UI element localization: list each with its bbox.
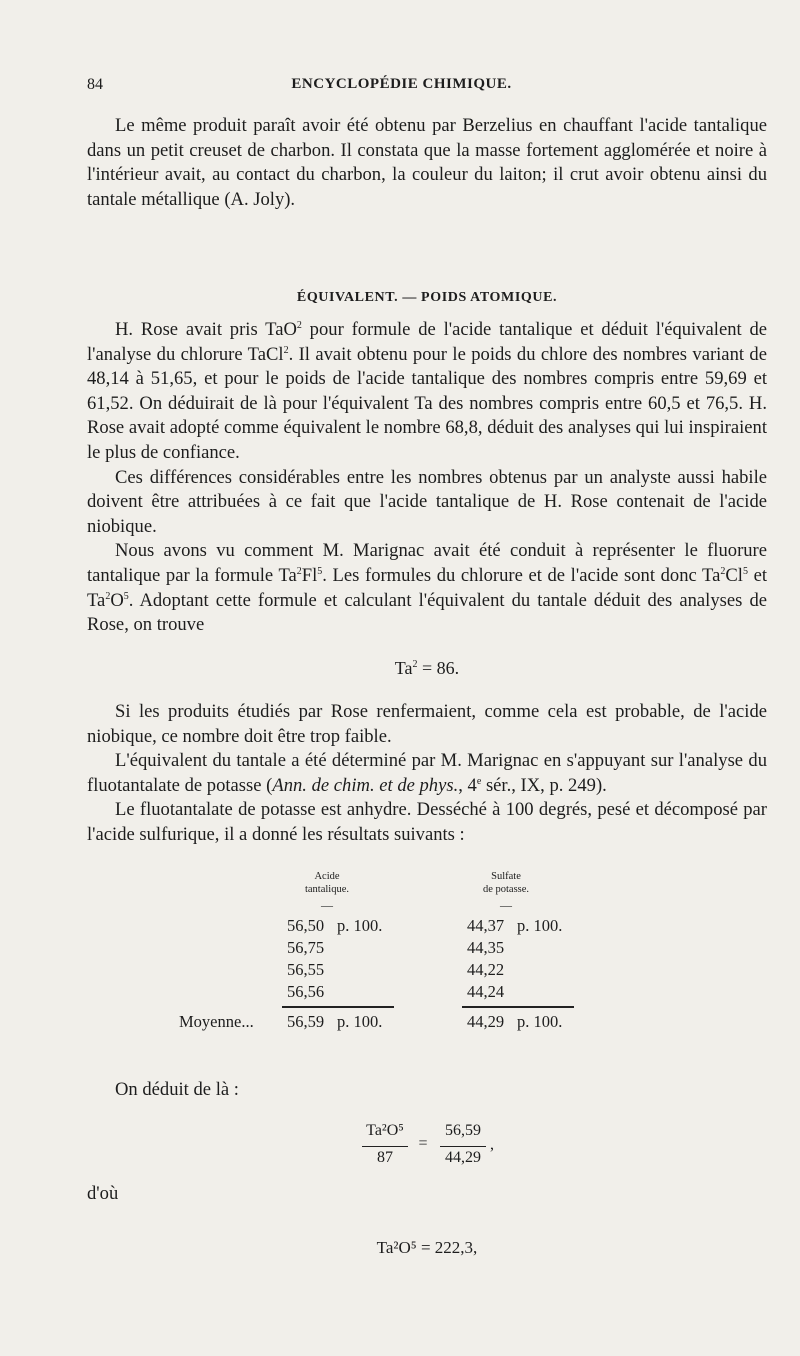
fraction-equals: = [418,1135,428,1152]
mean-acid: 56,59 [287,1012,325,1031]
sum-rule [462,1006,574,1008]
fraction-right-denominator: 44,29 [445,1149,481,1166]
table-cell: p. 100. [517,916,563,935]
table-cell: 56,75 [287,938,325,957]
table-cell: 44,24 [467,982,505,1001]
col-header-acide: Acide tantalique. [304,871,350,895]
on-deduit-line [87,1078,767,1103]
table-cell: 56,50 [287,916,325,935]
table-cell: p. 100. [337,916,383,935]
table-cell: 44,37 [467,916,505,935]
mean-sulfate: 44,29 [467,1012,505,1031]
paragraph-niobique: Si les produits étudiés par Rose renfermaient, comme cela est probable, de l'acide niobique, ce nombre doit être trop faible. [87,701,767,747]
intro-paragraph-text: Le même produit paraît avoir été obtenu par Berzelius en chauffant l'acide tantalique dans un petit creuset de charbon. Il constata que la masse fortement agglomérée et noire à l'intérieur avait, au contact du charbon, la couleur du laiton; il crut avoir obtenu ainsi du tantale métallique (A. Joly). [87,115,767,210]
paragraph-equivalent: L'équivalent du tantale a été déterminé par M. Marignac en s'appuyant sur l'analyse du fluotantalate de potasse (Ann. de chim. et de phys., 4e sér., IX, p. 249). [87,750,767,796]
paragraph-fluotantalate: Le fluotantalate de potasse est anhydre. Desséché à 100 degrés, pesé et décomposé par l'acide sulfurique, il a donné les résultats suivants : [87,799,767,845]
fraction-bar [440,1146,486,1147]
table-cell: 56,55 [287,960,325,979]
paragraph-differences: Ces différences considérables entre les nombres obtenus par un analyste aussi habile doivent être attribuées à ce fait que l'acide tantalique de H. Rose contenait de l'acide niobique. [87,466,767,537]
final-formula: Ta²O⁵ = 222,3, [376,1238,478,1257]
paragraph-marignac: Nous avons vu comment M. Marignac avait été conduit à représenter le fluorure tantalique par la formule Ta$^2$Fl$^5$. Les formules du chlorure et de l'acide sont donc Ta$^2$Cl$^5$ et $Ta^2O^5$. Adoptant cette formule et calculant l'équivalent du tantale déduit des analyses de Rose, on trouve [87,540,767,636]
section-heading: ÉQUIVALENT. — POIDS ATOMIQUE. [296,290,558,305]
dou-text: d'où [87,1183,119,1204]
fraction-equation [360,1122,520,1174]
fraction-trail: , [490,1136,494,1153]
formula-ta2: $Ta^2 = 86$. [394,658,460,678]
mean-acid-suffix: p. 100. [337,1012,383,1031]
page-header [87,76,716,98]
running-title: ENCYCLOPÉDIE CHIMIQUE. [291,76,512,92]
body-text-2 [87,700,767,848]
on-deduit-text: On déduit de là : [115,1079,239,1100]
citation: Ann. de chim. et de phys. [272,774,459,796]
sum-rule [282,1006,394,1008]
paragraph-rose: H. Rose avait pris TaO$^2$ pour formule de l'acide tantalique et déduit l'équivalent de l'analyse du chlorure TaCl$^2$. Il avait obtenu pour le poids du chlore des nombres variant de 48,14 à 51,65, et pour le poids de l'acide tantalique des nombres compris entre 59,69 et 61,52. On déduirait de là pour l'équivalent Ta des nombres compris entre 60,5 et 76,5. H. Rose avait adopté comme équivalent le nombre 68,8, déduit des analyses qui lui inspiraient le plus de confiance. [87,319,768,463]
table-cell: 56,56 [287,982,325,1001]
fraction-right-numerator: 56,59 [445,1122,481,1139]
mean-sulfate-suffix: p. 100. [517,1012,563,1031]
table-cell: 44,22 [467,960,505,979]
results-table [87,870,767,1070]
dou-line [87,1182,767,1207]
intro-paragraph [87,114,767,212]
fraction-bar [362,1146,408,1147]
mean-label: Moyenne... [179,1012,254,1031]
table-cell: 44,35 [467,938,505,957]
col-header-sulfate: Sulfate de potasse. [482,871,530,895]
fraction-left-denominator: 87 [377,1149,393,1166]
body-text [87,318,767,638]
col-dash: — [321,898,333,912]
page-number: 84 [87,76,103,93]
fraction-left-numerator: Ta²O⁵ [366,1122,404,1139]
col-dash: — [500,898,512,912]
